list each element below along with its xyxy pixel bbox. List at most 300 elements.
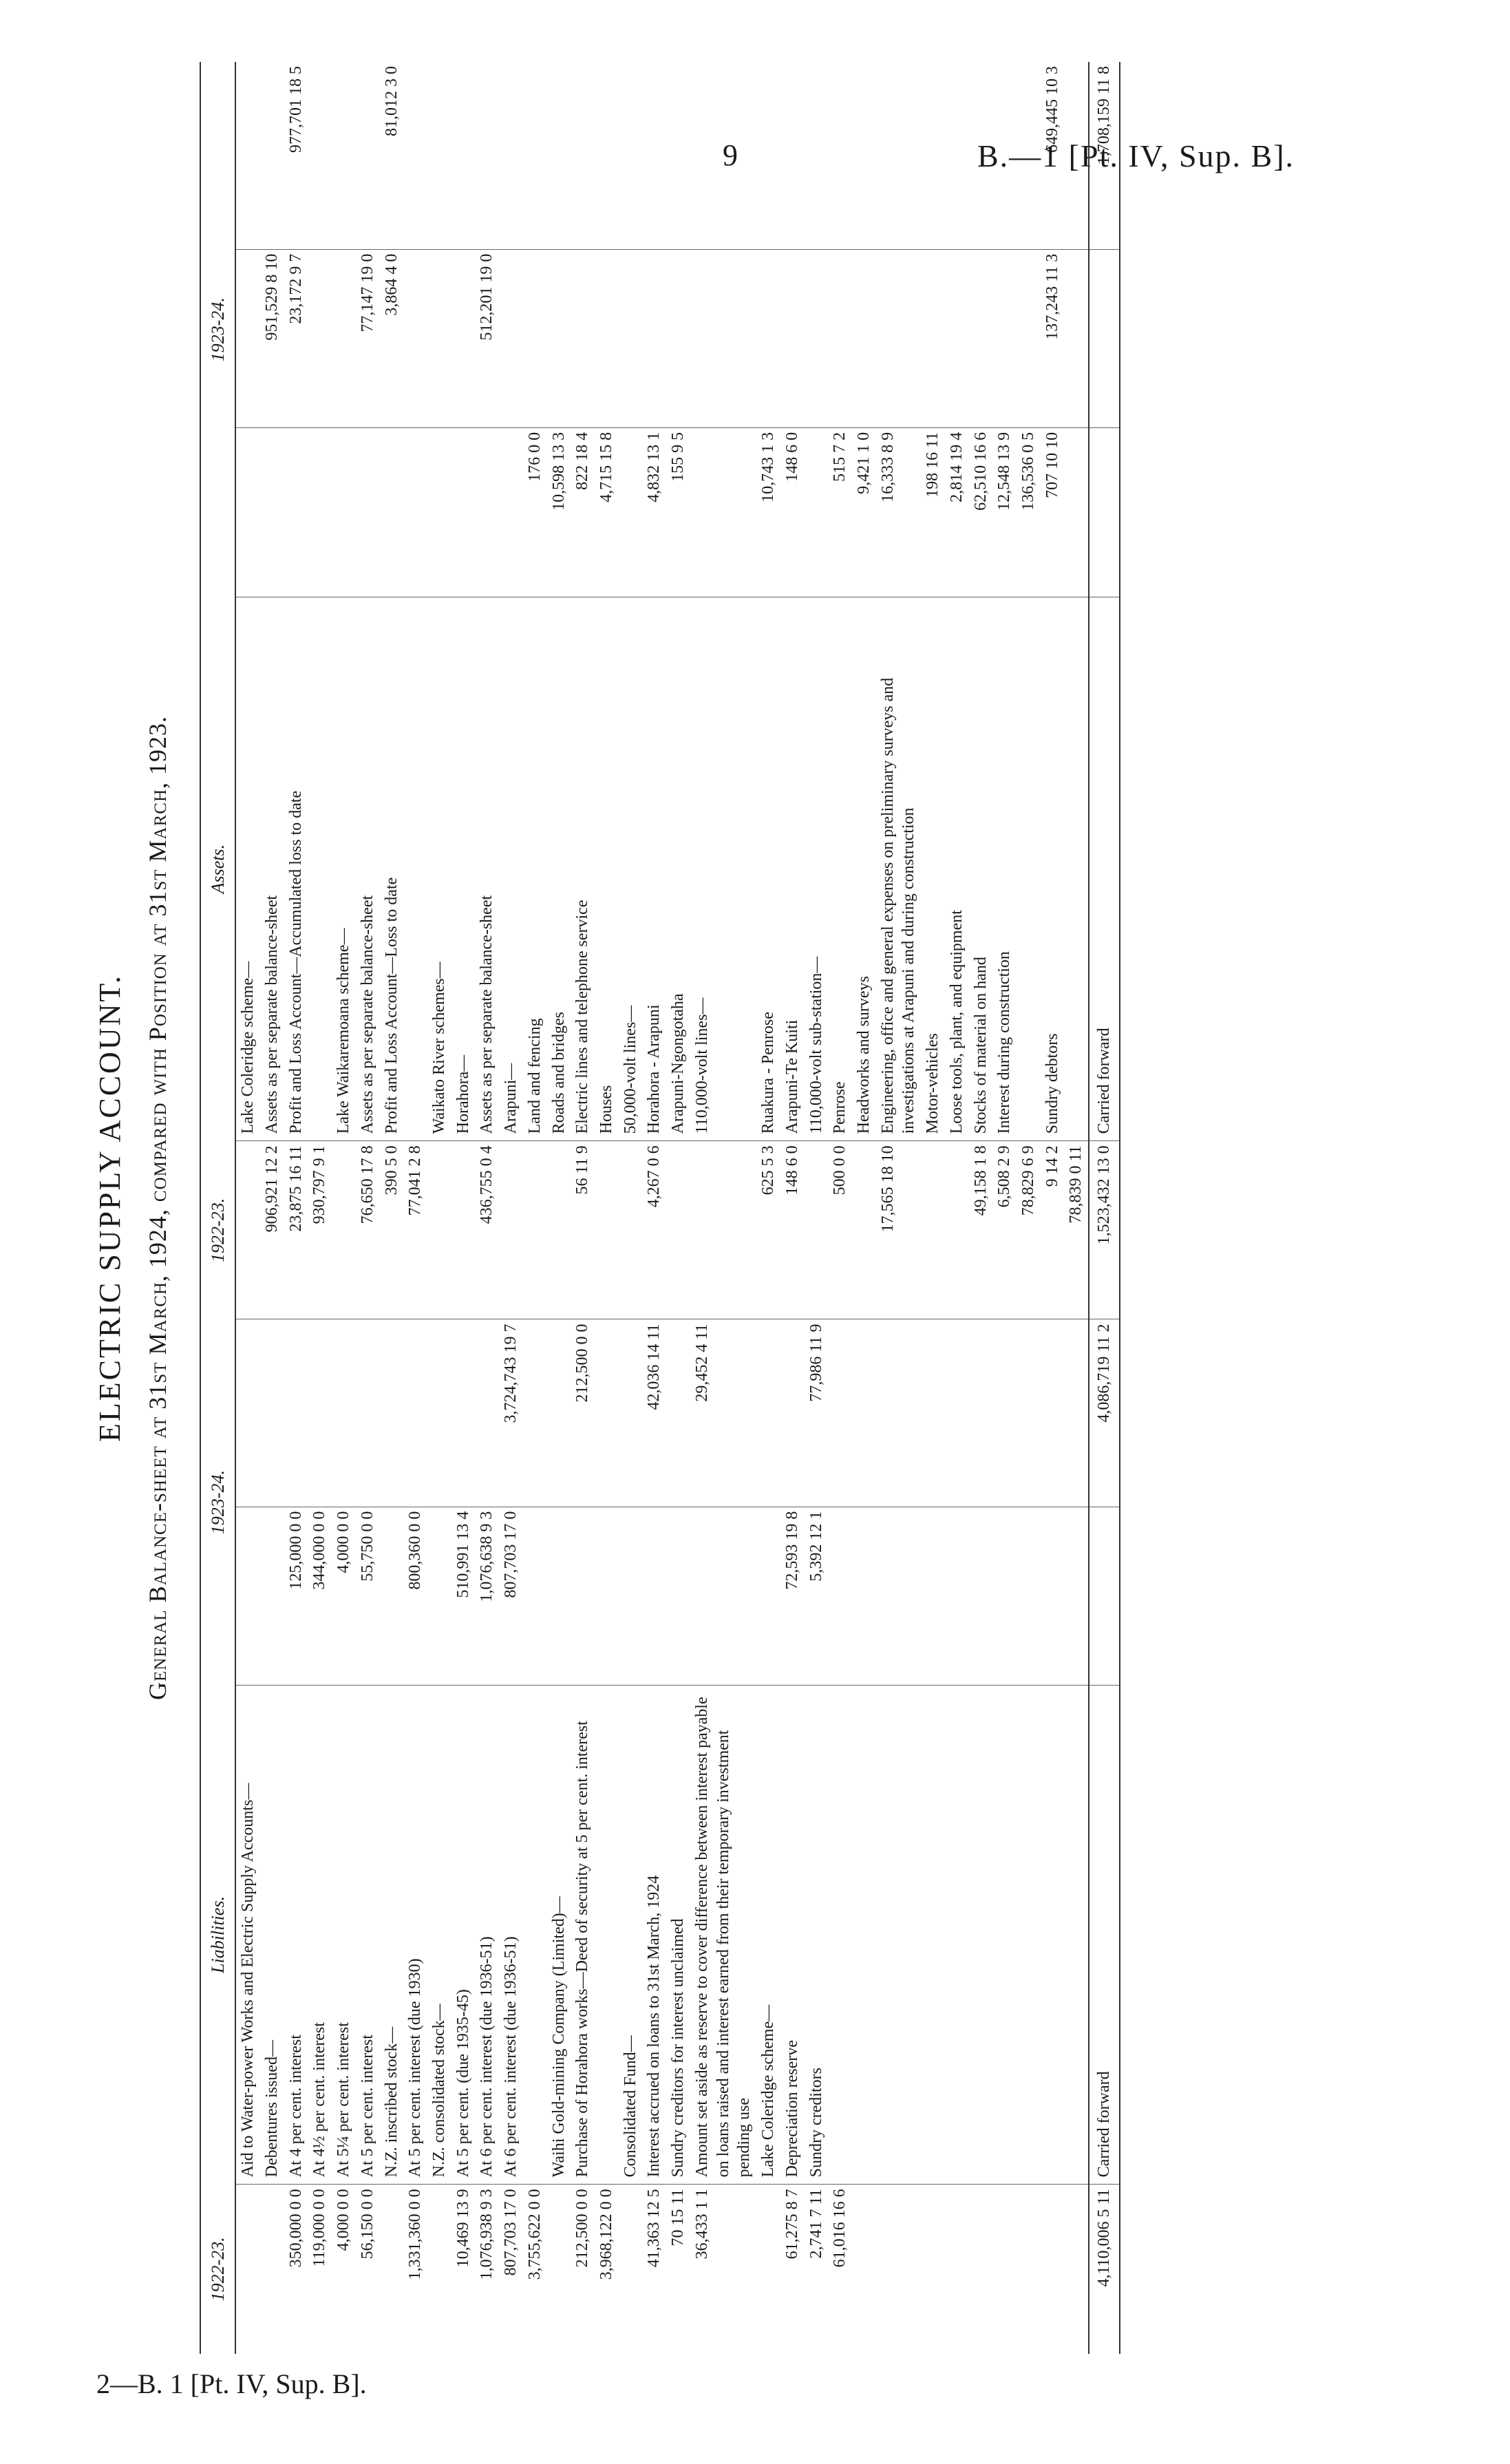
asset-description: Motor-vehicles [921,597,945,1140]
liab-prev-amount [756,2185,780,2354]
table-row [571,62,595,2354]
liab-description: Purchase of Horahora works—Deed of security at 5 per cent. interest [571,1685,595,2185]
liab-item-amount [380,1507,404,1685]
balance-sheet [89,62,1425,2354]
asset-total-amount [499,62,523,249]
liab-total-amount [356,1319,380,1507]
empty-cell [852,2185,876,2354]
asset-description: Assets as per separate balance-sheet [475,597,499,1140]
asset-carried-forward: Carried forward [1089,597,1120,1140]
table-row [356,62,380,2354]
asset-prev-amount: 436,755 0 4 [475,1141,499,1319]
liab-prev-amount [547,2185,571,2354]
asset-sub-amount [969,249,993,427]
liab-total-amount [403,1319,427,1507]
liab-total-amount [666,1319,690,1507]
liab-description: Consolidated Fund— [619,1685,643,2185]
asset-prev-amount [499,1141,523,1319]
liab-item-amount [571,1507,595,1685]
liab-prev-amount: 10,469 13 9 [454,2189,472,2268]
asset-description: 110,000-volt lines— [690,597,756,1140]
asset-sub-amount [805,249,829,427]
table-row [828,62,852,2354]
balance-table [200,62,1120,2354]
liab-total-amount: 77,986 11 9 [805,1319,829,1507]
asset-prev-amount: 17,565 18 10 [876,1141,921,1319]
table-row [780,62,805,2354]
asset-total-amount [260,62,284,249]
asset-description: Profit and Loss Account—Loss to date [380,597,404,1140]
asset-description: Horahora— [451,597,476,1140]
asset-item-amount [332,427,356,597]
liab-prev-amount: 1,076,938 9 3 [478,2189,496,2280]
asset-description [403,597,427,1140]
asset-description: Horahora - Arapuni [642,597,666,1140]
empty-cell [1041,1507,1065,1685]
empty-cell [876,1319,921,1507]
asset-sub-amount: 512,201 19 0 [475,249,499,427]
col-liabilities: Liabilities. [200,1685,235,2185]
asset-total-amount [1064,62,1089,249]
asset-item-amount: 198 16 11 [921,427,945,597]
asset-prev-amount: 76,650 17 8 [356,1141,380,1319]
asset-item-amount: 4,832 13 1 [642,427,666,597]
asset-description: Headworks and surveys [852,597,876,1140]
asset-prev-amount: 6,508 2 9 [992,1141,1017,1319]
asset-total-current: 1,708,159 11 8 [1089,62,1120,249]
liab-item-amount [756,1507,780,1685]
asset-description: Lake Coleridge scheme— [235,597,260,1140]
asset-item-amount: 10,598 13 3 [547,427,571,597]
table-row [403,62,427,2354]
empty-cell [1017,1507,1041,1685]
empty-cell [921,1685,945,2185]
asset-description: Assets as per separate balance-sheet [356,597,380,1140]
liab-description: Lake Coleridge scheme— [756,1685,780,2185]
asset-sub-amount [756,249,780,427]
asset-total-amount [308,62,332,249]
asset-prev-amount [332,1141,356,1319]
table-row [756,62,780,2354]
liab-prev-amount: 61,275 8 7 [783,2189,801,2260]
empty-cell [1064,1507,1089,1685]
liab-total-amount [619,1319,643,1507]
asset-sub-amount [1064,249,1089,427]
liab-item-amount: 344,000 0 0 [308,1507,332,1685]
table-row [1017,62,1041,2354]
asset-item-amount: 12,548 13 9 [992,427,1017,597]
asset-prev-amount: 148 6 0 [780,1141,805,1319]
asset-description [308,597,332,1140]
asset-total-amount [523,62,547,249]
asset-prev-amount: 930,797 9 1 [308,1141,332,1319]
table-row [260,62,284,2354]
asset-sub-amount: 137,243 11 3 [1041,249,1065,427]
asset-prev-amount: 77,041 2 8 [403,1141,427,1319]
liab-total-amount [475,1319,499,1507]
asset-total-amount [571,62,595,249]
liab-total-amount [595,1319,619,1507]
asset-sub-amount [992,249,1017,427]
asset-prev-amount [595,1141,619,1319]
asset-item-amount [805,427,829,597]
liab-prev-amount: 3,755,622 0 0 [525,2189,544,2280]
asset-item-amount: 515 7 2 [828,427,852,597]
footer-signature: 2—B. 1 [Pt. IV, Sup. B]. [96,2368,367,2399]
liab-description: At 6 per cent. interest (due 1936-51) [475,1685,499,2185]
asset-description: Houses [595,597,619,1140]
empty-cell [992,1507,1017,1685]
asset-description: Engineering, office and general expenses on preliminary surveys and investigations at Arapuni and during construction [876,597,921,1140]
asset-item-amount: 136,536 0 5 [1017,427,1041,597]
table-row [427,62,451,2354]
asset-sub-amount [642,249,666,427]
asset-sub-amount [235,249,260,427]
asset-description: Arapuni— [499,597,523,1140]
asset-description [1064,597,1089,1140]
liab-item-amount [666,1507,690,1685]
table-row [499,62,523,2354]
liab-total-amount: 42,036 14 11 [642,1319,666,1507]
asset-prev-amount: 56 11 9 [571,1141,595,1319]
empty-cell [992,1685,1017,2185]
asset-sub-amount [945,249,969,427]
asset-prev-amount: 906,921 12 2 [260,1141,284,1319]
asset-sub-amount [595,249,619,427]
sheet-subtitle: General Balance-sheet at 31st March, 1924, compared with Position at 31st March, 1923. [144,716,171,1701]
liab-description [595,1685,619,2185]
account-title: ELECTRIC SUPPLY ACCOUNT. [93,974,127,1442]
liab-description: At 6 per cent. interest (due 1936-51) [499,1685,523,2185]
asset-description: Ruakura - Penrose [756,597,780,1140]
liab-item-amount [828,1507,852,1685]
asset-prev-amount: 390 5 0 [380,1141,404,1319]
empty-cell [992,1319,1017,1507]
liab-total-amount [308,1319,332,1507]
asset-sub-amount [619,249,643,427]
liab-description: At 5 per cent. interest [356,1685,380,2185]
liab-total-amount [260,1319,284,1507]
table-row [666,62,690,2354]
asset-total-amount [332,62,356,249]
empty-cell [969,1319,993,1507]
liab-description [523,1685,547,2185]
liab-total-prev: 4,110,006 5 11 [1089,2185,1120,2354]
table-row [805,62,829,2354]
liab-prev-amount [427,2185,451,2354]
asset-item-amount [260,427,284,597]
asset-sub-amount [921,249,945,427]
asset-description: Sundry debtors [1041,597,1065,1140]
asset-total-amount: 649,445 10 3 [1041,62,1065,249]
empty-cell [945,1319,969,1507]
liab-item-amount [427,1507,451,1685]
asset-item-amount [308,427,332,597]
liab-description [828,1685,852,2185]
asset-sub-amount: 3,864 4 0 [380,249,404,427]
asset-total-prev: 1,523,432 13 0 [1089,1141,1120,1319]
empty-cell [969,1685,993,2185]
table-row [876,62,921,2354]
liab-prev-amount: 2,741 7 11 [807,2189,825,2259]
liab-description: Sundry creditors for interest unclaimed [666,1685,690,2185]
liab-total-amount [547,1319,571,1507]
liab-item-amount: 55,750 0 0 [356,1507,380,1685]
liab-description: Sundry creditors [805,1685,829,2185]
liab-description: Amount set aside as reserve to cover difference between interest payable on loans raised and interest earned from their temporary investment pending use [690,1685,756,2185]
liab-item-amount: 5,392 12 1 [805,1507,829,1685]
table-row [547,62,571,2354]
asset-total-amount [451,62,476,249]
col-assets: Assets. [200,597,235,1140]
liab-prev-amount: 36,433 1 1 [692,2189,711,2260]
liab-total-amount [828,1319,852,1507]
liab-prev-amount: 61,016 16 6 [831,2189,849,2268]
table-row [969,62,993,2354]
asset-item-amount [1064,427,1089,597]
asset-prev-amount: 78,839 0 11 [1064,1141,1089,1319]
empty-cell [1064,1319,1089,1507]
asset-description: Roads and bridges [547,597,571,1140]
empty-cell [876,2185,921,2354]
asset-item-amount [427,427,451,597]
empty-cell [921,1319,945,1507]
liab-total-amount [332,1319,356,1507]
asset-item-amount [451,427,476,597]
asset-item-amount [403,427,427,597]
asset-description: Electric lines and telephone service [571,597,595,1140]
asset-item-amount: 4,715 15 8 [595,427,619,597]
empty-cell [1089,427,1120,597]
table-row [451,62,476,2354]
asset-description: Interest during construction [992,597,1017,1140]
liab-total-amount [523,1319,547,1507]
liab-item-amount [690,1507,756,1685]
asset-total-amount [666,62,690,249]
empty-cell [852,1685,876,2185]
empty-cell [1089,1507,1120,1685]
empty-cell [921,1507,945,1685]
liab-item-amount [260,1507,284,1685]
table-row [332,62,356,2354]
asset-item-amount: 16,333 8 9 [876,427,921,597]
empty-cell [921,2185,945,2354]
asset-sub-amount: 951,529 8 10 [260,249,284,427]
asset-item-amount: 148 6 0 [780,427,805,597]
liab-item-amount: 125,000 0 0 [284,1507,308,1685]
table-row [595,62,619,2354]
asset-sub-amount [690,249,756,427]
asset-sub-amount [308,249,332,427]
liab-prev-amount: 56,150 0 0 [358,2189,376,2260]
asset-total-amount [235,62,260,249]
liab-item-amount: 72,593 19 8 [780,1507,805,1685]
document-reference: B.—1 [Pt. IV, Sup. B]. [977,138,1295,173]
asset-prev-amount: 4,267 0 6 [642,1141,666,1319]
col-liab-1923: 1922-23. [200,2185,235,2354]
asset-description: Loose tools, plant, and equipment [945,597,969,1140]
liab-item-amount [547,1507,571,1685]
liab-description: Interest accrued on loans to 31st March, 1924 [642,1685,666,2185]
column-header-row [200,62,235,2354]
asset-sub-amount [571,249,595,427]
empty-cell [876,1685,921,2185]
liab-item-amount: 4,000 0 0 [332,1507,356,1685]
liab-item-amount [595,1507,619,1685]
asset-sub-amount [876,249,921,427]
asset-description: Profit and Loss Account—Accumulated loss to date [284,597,308,1140]
liab-description: At 5 per cent. (due 1935-45) [451,1685,476,2185]
empty-cell [945,2185,969,2354]
liab-description: N.Z. consolidated stock— [427,1685,451,2185]
asset-prev-amount: 625 5 3 [756,1141,780,1319]
liab-total-amount: 3,724,743 19 7 [499,1319,523,1507]
asset-sub-amount [1017,249,1041,427]
table-row [619,62,643,2354]
table-row [945,62,969,2354]
asset-prev-amount [427,1141,451,1319]
asset-total-amount [1017,62,1041,249]
table-row [852,62,876,2354]
asset-total-amount: 81,012 3 0 [380,62,404,249]
empty-cell [945,1507,969,1685]
empty-cell [852,1319,876,1507]
asset-total-amount [547,62,571,249]
carried-forward-row [1089,62,1120,2354]
asset-prev-amount: 500 0 0 [828,1141,852,1319]
liab-description: At 4½ per cent. interest [308,1685,332,2185]
table-row [921,62,945,2354]
asset-sub-amount [666,249,690,427]
asset-item-amount: 9,421 1 0 [852,427,876,597]
liab-prev-amount [260,2185,284,2354]
asset-total-amount: 977,701 18 5 [284,62,308,249]
liab-description: Waihi Gold-mining Company (Limited)— [547,1685,571,2185]
table-row [642,62,666,2354]
empty-cell [1064,1685,1089,2185]
empty-cell [969,1507,993,1685]
table-row [380,62,404,2354]
asset-sub-amount [852,249,876,427]
asset-description: Stocks of material on hand [969,597,993,1140]
liab-item-amount: 807,703 17 0 [499,1507,523,1685]
asset-item-amount: 822 18 4 [571,427,595,597]
asset-prev-amount [805,1141,829,1319]
asset-sub-amount [780,249,805,427]
liab-description: At 5 per cent. interest (due 1930) [403,1685,427,2185]
asset-total-amount [805,62,829,249]
liab-total-amount [235,1319,260,1507]
asset-description: Arapuni-Ngongotaha [666,597,690,1140]
asset-sub-amount [547,249,571,427]
asset-item-amount [475,427,499,597]
asset-description: Assets as per separate balance-sheet [260,597,284,1140]
asset-prev-amount [945,1141,969,1319]
asset-prev-amount [666,1141,690,1319]
asset-description: Penrose [828,597,852,1140]
asset-item-amount [380,427,404,597]
asset-total-amount [403,62,427,249]
liab-prev-amount [619,2185,643,2354]
liab-item-amount: 1,076,638 9 3 [475,1507,499,1685]
asset-prev-amount: 23,875 16 11 [284,1141,308,1319]
asset-sub-amount [403,249,427,427]
asset-item-amount [356,427,380,597]
liab-prev-amount: 212,500 0 0 [573,2189,592,2268]
liab-total-amount: 212,500 0 0 [571,1319,595,1507]
liab-item-amount [619,1507,643,1685]
asset-prev-amount: 78,829 6 9 [1017,1141,1041,1319]
liab-total-current: 4,086,719 11 2 [1089,1319,1120,1507]
empty-cell [945,1685,969,2185]
asset-sub-amount [332,249,356,427]
asset-sub-amount [427,249,451,427]
asset-prev-amount [547,1141,571,1319]
asset-sub-amount [499,249,523,427]
asset-total-amount [921,62,945,249]
liab-total-amount [427,1319,451,1507]
asset-prev-amount [523,1141,547,1319]
liab-total-amount [284,1319,308,1507]
liab-item-amount [523,1507,547,1685]
liab-prev-amount [235,2185,260,2354]
liab-prev-amount: 119,000 0 0 [310,2189,329,2267]
asset-sub-amount [523,249,547,427]
liab-prev-amount: 4,000 0 0 [334,2189,353,2251]
asset-item-amount: 62,510 16 6 [969,427,993,597]
asset-total-amount [992,62,1017,249]
asset-prev-amount [235,1141,260,1319]
empty-cell [1017,1319,1041,1507]
asset-total-amount [876,62,921,249]
liab-prev-amount: 807,703 17 0 [502,2189,520,2276]
asset-item-amount [235,427,260,597]
liab-prev-amount: 1,331,360 0 0 [406,2189,425,2280]
table-row [475,62,499,2354]
asset-prev-amount [690,1141,756,1319]
table-row [235,62,260,2354]
table-row [1041,62,1065,2354]
liab-description: Depreciation reserve [780,1685,805,2185]
asset-description: Waikato River schemes— [427,597,451,1140]
liab-prev-amount: 350,000 0 0 [286,2189,305,2268]
liab-item-amount [235,1507,260,1685]
asset-total-amount [642,62,666,249]
asset-total-amount [619,62,643,249]
empty-cell [1017,2185,1041,2354]
empty-cell [852,1507,876,1685]
asset-prev-amount [619,1141,643,1319]
asset-item-amount [499,427,523,597]
liab-description: Aid to Water-power Works and Electric Supply Accounts— [235,1685,260,2185]
liab-item-amount [642,1507,666,1685]
liab-total-amount [380,1319,404,1507]
asset-item-amount: 10,743 1 3 [756,427,780,597]
empty-cell [1064,2185,1089,2354]
table-row [284,62,308,2354]
asset-sub-amount: 77,147 19 0 [356,249,380,427]
liab-total-amount [780,1319,805,1507]
liab-prev-amount: 3,968,122 0 0 [597,2189,616,2280]
asset-description: 50,000-volt lines— [619,597,643,1140]
liab-carried-forward: Carried forward [1089,1685,1120,2185]
col-asset-1923: 1922-23. [200,1141,235,1319]
asset-item-amount [690,427,756,597]
asset-item-amount [284,427,308,597]
asset-total-amount [427,62,451,249]
asset-sub-amount: 23,172 9 7 [284,249,308,427]
liab-total-amount: 29,452 4 11 [690,1319,756,1507]
